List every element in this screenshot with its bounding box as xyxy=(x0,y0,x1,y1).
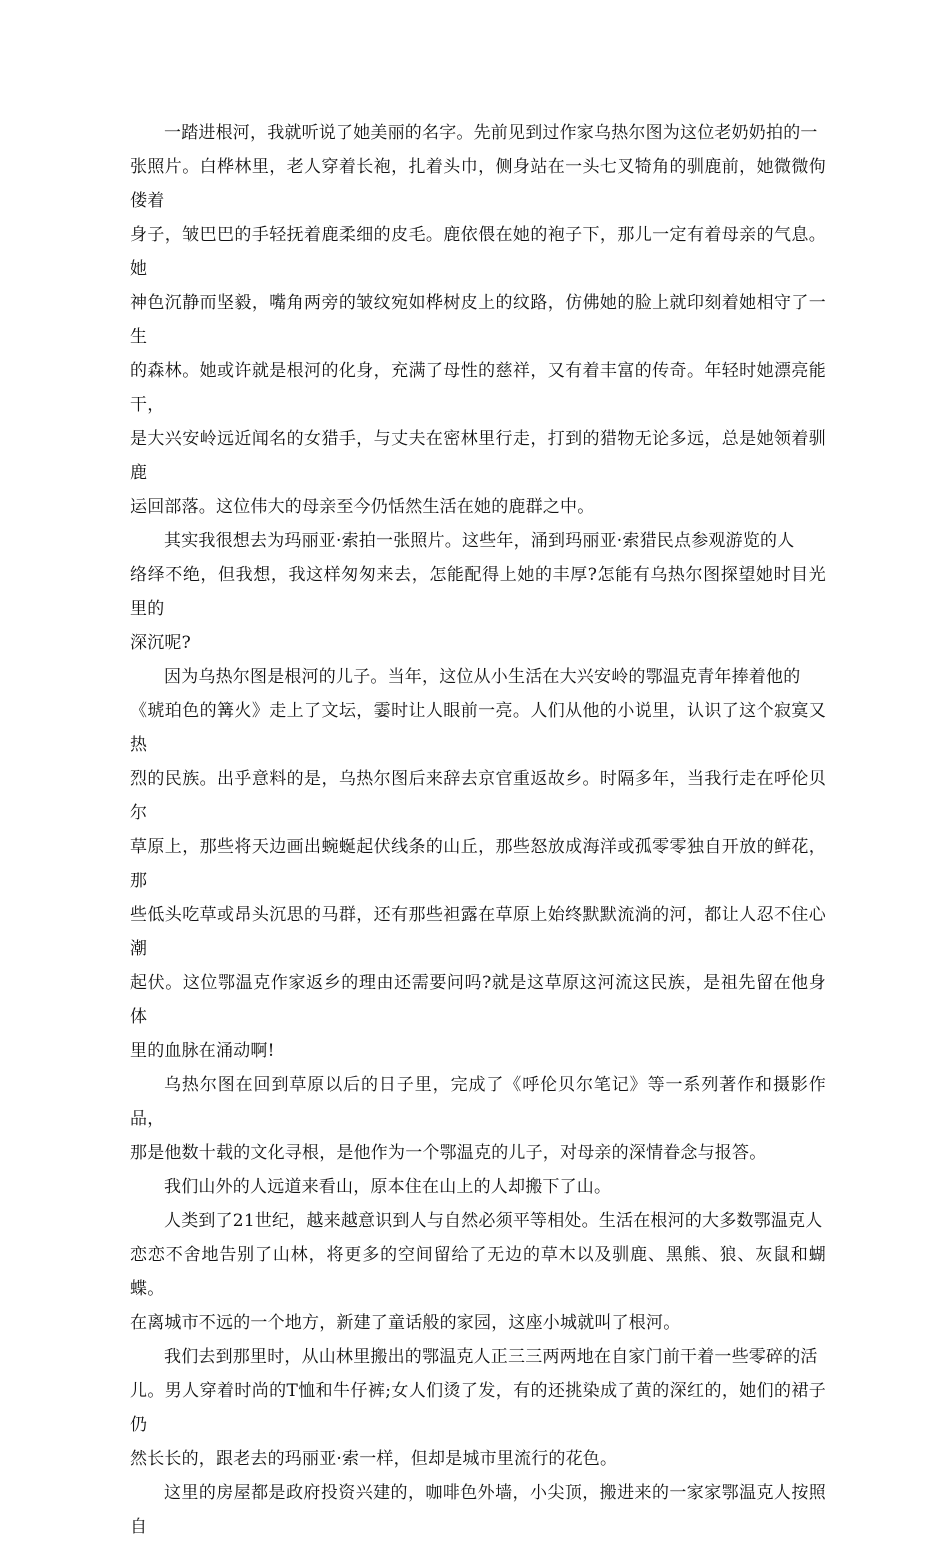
paragraph-1: 一踏进根河，我就听说了她美丽的名字。先前见到过作家乌热尔图为这位老奶奶拍的一 张照片。白桦林里，老人穿着长袍，扎着头巾，侧身站在一头七叉犄角的驯鹿前，她微微佝偻着 身子，皱巴巴的手轻抚着鹿柔细的皮毛。鹿依偎在她的袍子下，那儿一定有着母亲的气息。她 神色沉静而坚毅，嘴角两旁的皱纹宛如桦树皮上的纹路，仿佛她的脸上就印刻着她相守了一生 的森林。她或许就是根河的化身，充满了母性的慈祥，又有着丰富的传奇。年轻时她漂亮能干， 是大兴安岭远近闻名的女猎手，与丈夫在密林里行走，打到的猎物无论多远，总是她领着驯鹿 运回部落。这位伟大的母亲至今仍恬然生活在她的鹿群之中。 xyxy=(130,123,826,517)
paragraph-3: 因为乌热尔图是根河的儿子。当年，这位从小生活在大兴安岭的鄂温克青年捧着他的 《琥珀色的篝火》走上了文坛，霎时让人眼前一亮。人们从他的小说里，认识了这个寂寞又热 烈的民族。出乎意料的是，乌热尔图后来辞去京官重返故乡。时隔多年，当我行走在呼伦贝尔 草原上，那些将天边画出蜿蜒起伏线条的山丘，那些怒放成海洋或孤零零独自开放的鲜花，那 些低头吃草或昂头沉思的马群，还有那些袒露在草原上始终默默流淌的河，都让人忍不住心潮 起伏。这位鄂温克作家返乡的理由还需要问吗?就是这草原这河流这民族，是祖先留在他身体 里的血脉在涌动啊! xyxy=(130,667,826,1061)
paragraph-8: 这里的房屋都是政府投资兴建的，咖啡色外墙，小尖顶，搬进来的一家家鄂温克人按照自 xyxy=(130,1483,826,1537)
article-body xyxy=(130,116,826,1544)
paragraph-4: 乌热尔图在回到草原以后的日子里，完成了《呼伦贝尔笔记》等一系列著作和摄影作品， 那是他数十载的文化寻根，是他作为一个鄂温克的儿子，对母亲的深情眷念与报答。 xyxy=(130,1075,826,1163)
paragraph-2: 其实我很想去为玛丽亚·索拍一张照片。这些年，涌到玛丽亚·索猎民点参观游览的人 络绎不绝，但我想，我这样匆匆来去，怎能配得上她的丰厚?怎能有乌热尔图探望她时目光里的 深沉呢? xyxy=(130,531,826,653)
paragraph-7: 我们去到那里时，从山林里搬出的鄂温克人正三三两两地在自家门前干着一些零碎的活 儿。男人穿着时尚的T恤和牛仔裤;女人们烫了发，有的还挑染成了黄的深红的，她们的裙子仍 然长长的，跟老去的玛丽亚·索一样，但却是城市里流行的花色。 xyxy=(130,1347,826,1469)
paragraph-6: 人类到了21世纪，越来越意识到人与自然必须平等相处。生活在根河的大多数鄂温克人 恋恋不舍地告别了山林，将更多的空间留给了无边的草木以及驯鹿、黑熊、狼、灰鼠和蝴蝶。 在离城市不远的一个地方，新建了童话般的家园，这座小城就叫了根河。 xyxy=(130,1211,826,1333)
paragraph-5: 我们山外的人远道来看山，原本住在山上的人却搬下了山。 xyxy=(164,1177,612,1197)
